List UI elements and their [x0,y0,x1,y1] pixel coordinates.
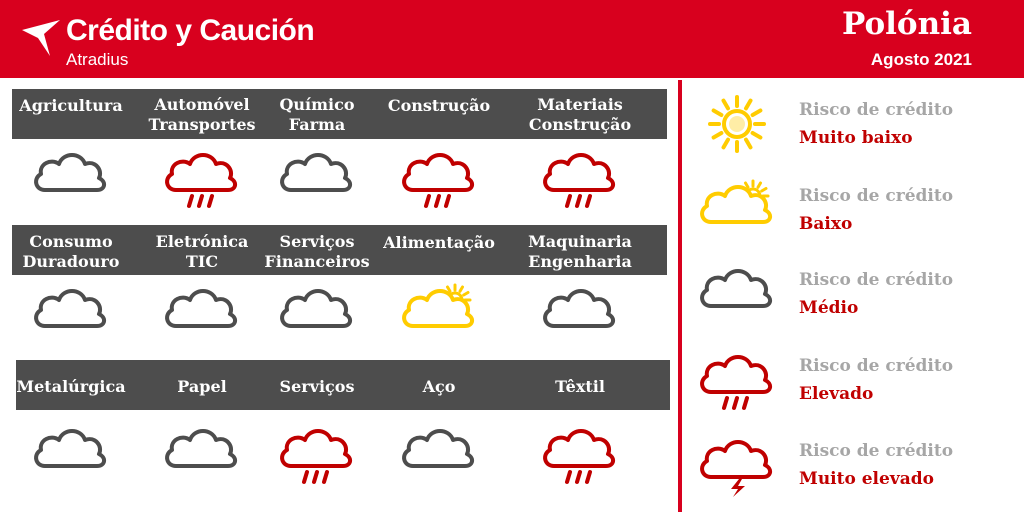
sun-cloud-icon [399,282,479,350]
rain-cloud-icon [162,146,242,214]
cloud-icon [31,282,111,350]
rain-cloud-icon [399,146,479,214]
cloud-icon [697,262,777,330]
brand-name: Crédito y Caución [66,14,315,47]
sun-cloud-icon [697,178,777,246]
sector-label: Agricultura [19,96,123,115]
atradius-bird-icon [20,16,62,58]
sector-label: Serviços [279,377,355,396]
rain-cloud-icon [277,422,357,490]
sector-label: Materiais Construção [528,95,632,134]
legend-risk-level: Muito baixo [799,128,913,148]
sector-label: Têxtil [555,377,605,396]
cloud-icon [162,282,242,350]
vertical-divider [678,80,682,512]
sector-label: Eletrónica TIC [155,232,249,271]
rain-cloud-icon [697,348,777,416]
cloud-icon [31,422,111,490]
cloud-icon [162,422,242,490]
sector-label: Alimentação [383,233,495,252]
rain-cloud-icon [540,146,620,214]
sector-label: Metalúrgica [16,377,126,396]
rain-cloud-icon [540,422,620,490]
sector-label: Serviços Financeiros [264,232,370,271]
storm-cloud-icon [697,433,777,501]
country-title: Polónia [841,6,972,42]
sector-label: Químico Farma [279,95,355,134]
legend-title: Risco de crédito [799,441,954,461]
cloud-icon [277,146,357,214]
sector-label: Aço [422,377,456,396]
sector-label: Automóvel Transportes [148,95,256,134]
legend-risk-level: Baixo [799,214,853,234]
sector-label: Maquinaria Engenharia [528,232,632,271]
sun-icon [697,92,777,160]
legend-title: Risco de crédito [799,270,954,290]
legend-title: Risco de crédito [799,186,954,206]
sub-brand-name: Atradius [66,50,129,69]
cloud-icon [277,282,357,350]
legend-risk-level: Elevado [799,384,874,404]
report-date: Agosto 2021 [870,50,972,69]
sector-label: Papel [177,377,227,396]
legend-title: Risco de crédito [799,100,954,120]
header-banner [0,0,1024,78]
sector-label: Construção [387,96,491,115]
logo [20,14,340,70]
cloud-icon [540,282,620,350]
legend-risk-level: Muito elevado [799,469,934,489]
legend-risk-level: Médio [799,298,859,318]
sector-label: Consumo Duradouro [22,232,120,271]
legend-title: Risco de crédito [799,356,954,376]
cloud-icon [399,422,479,490]
cloud-icon [31,146,111,214]
